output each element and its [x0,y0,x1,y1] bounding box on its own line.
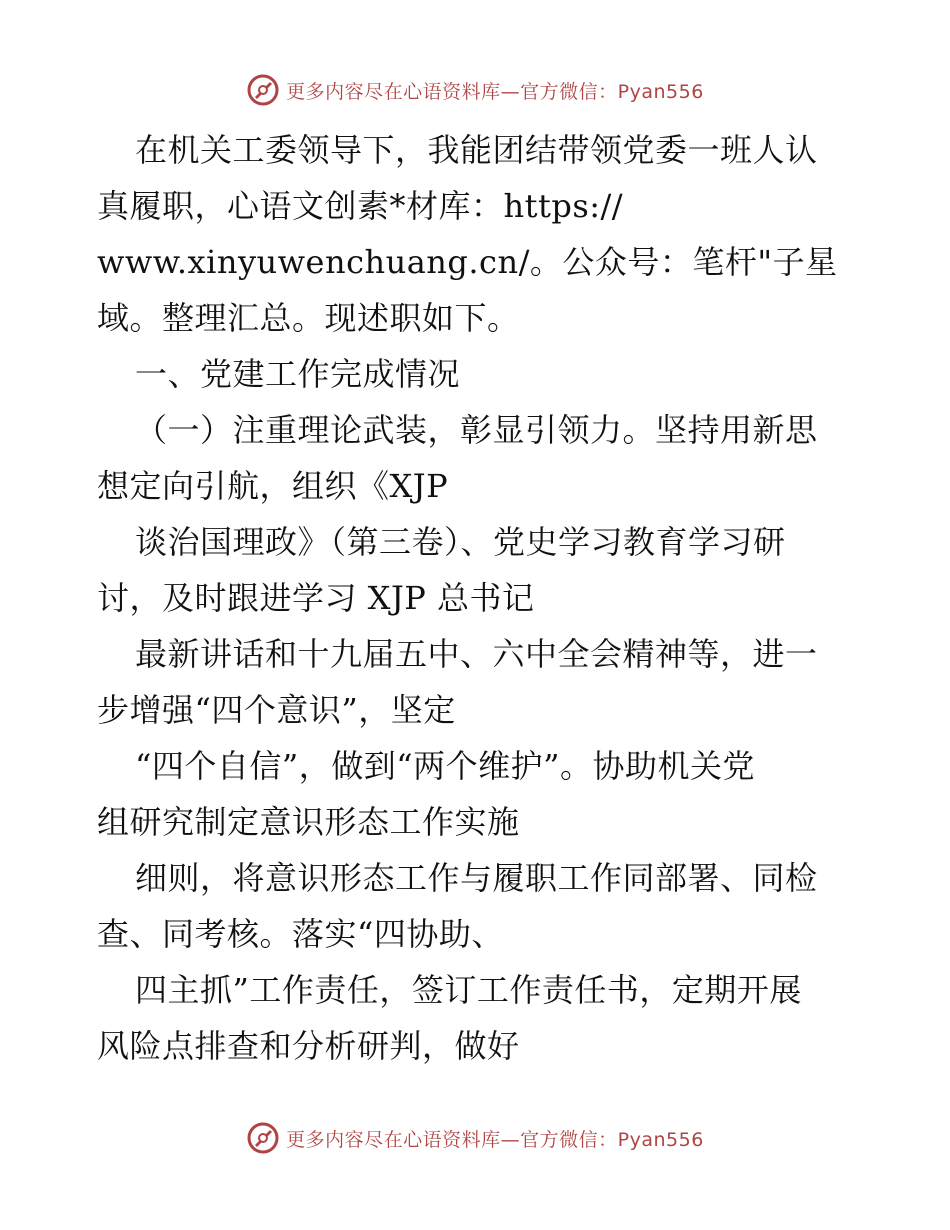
text-line: 想定向引航，组织《XJP [97,467,449,505]
text-line: （一）注重理论武装，彰显引领力。坚持用新思 [135,411,818,449]
section-heading: 一、党建工作完成情况 [135,355,461,393]
text-line: “四个自信”，做到“两个维护”。协助机关党 [135,747,755,785]
header-watermark-text: 更多内容尽在心语资料库—官方微信：Pyan556 [286,80,704,103]
text-line: 查、同考核。落实“四协助、 [97,915,504,953]
text-line: 讨，及时跟进学习 XJP 总书记 [97,579,535,617]
text-line: 最新讲话和十九届五中、六中全会精神等，进一 [135,635,818,673]
text-line: 域。整理汇总。现述职如下。 [97,299,520,337]
text-line: www.xinyuwenchuang.cn/。公众号：笔杆"子星 [97,243,838,281]
text-line: 四主抓”工作责任，签订工作责任书，定期开展 [135,971,802,1009]
text-line: 在机关工委领导下，我能团结带领党委一班人认 [135,131,818,169]
text-line: 谈治国理政》（第三卷）、党史学习教育学习研 [135,523,786,561]
quill-logo-icon [246,1121,280,1155]
footer-watermark-text: 更多内容尽在心语资料库—官方微信：Pyan556 [286,1128,704,1151]
text-line: 真履职，心语文创素*材库：https:// [97,187,624,225]
quill-logo-icon [246,73,280,107]
header-watermark [0,70,950,110]
text-line: 风险点排查和分析研判，做好 [97,1027,520,1065]
footer-watermark [0,1118,950,1158]
text-line: 步增强“四个意识”，坚定 [97,691,456,729]
document-body [97,122,857,1074]
text-line: 组研究制定意识形态工作实施 [97,803,520,841]
text-line: 细则，将意识形态工作与履职工作同部署、同检 [135,859,818,897]
